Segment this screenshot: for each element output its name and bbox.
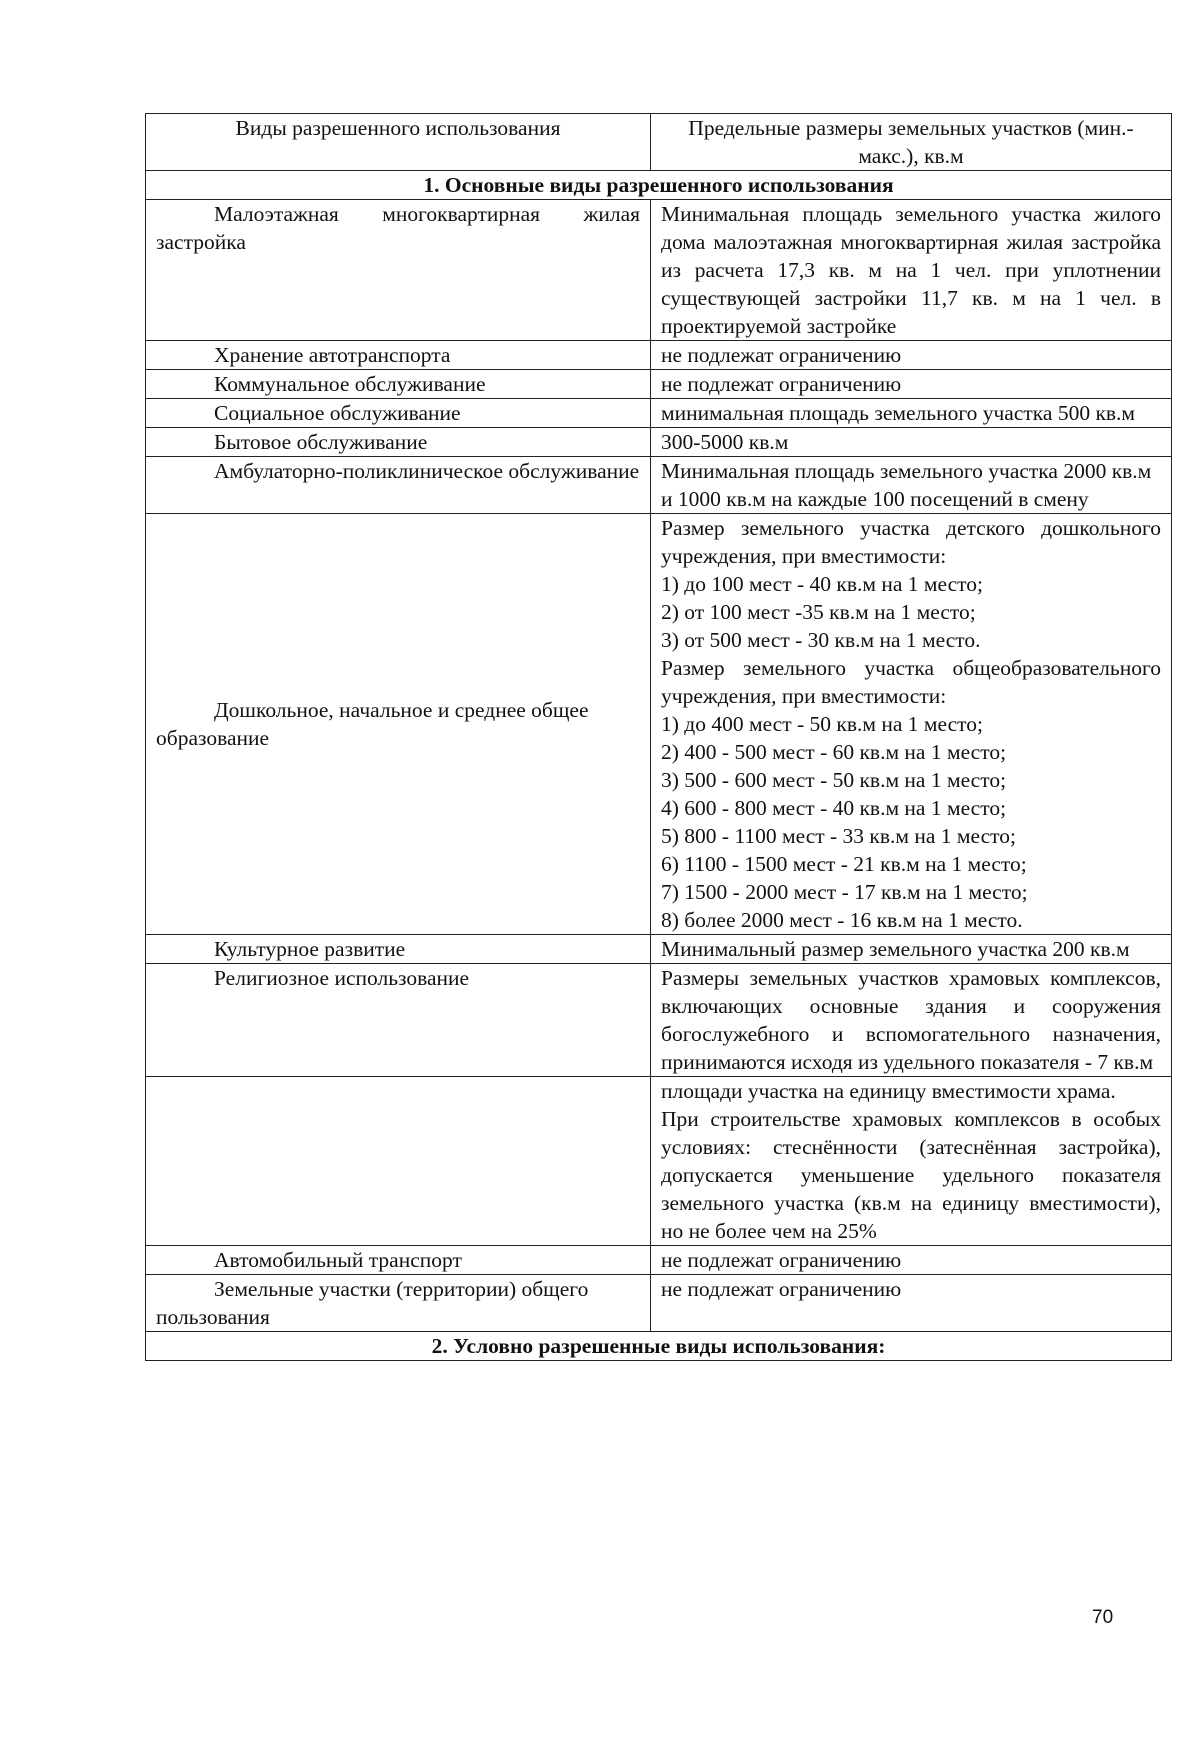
use-type-cell: Культурное развитие — [146, 935, 651, 964]
use-type-cell: Малоэтажная многоквартирная жилая застройка — [146, 200, 651, 341]
use-type-cell: Дошкольное, начальное и среднее общее образование — [146, 514, 651, 935]
section-heading-row — [146, 171, 1172, 200]
limit-cell: минимальная площадь земельного участка 500 кв.м — [651, 399, 1172, 428]
list-item: 1) до 400 мест - 50 кв.м на 1 место; — [661, 712, 983, 736]
table-row-religion — [146, 964, 1172, 1077]
table-row — [146, 428, 1172, 457]
use-type-cell: Коммунальное обслуживание — [146, 370, 651, 399]
table-row-education — [146, 514, 1172, 935]
table-row-religion-continued — [146, 1077, 1172, 1246]
table-row — [146, 1246, 1172, 1275]
use-type-cell: Автомобильный транспорт — [146, 1246, 651, 1275]
preschool-intro: Размер земельного участка детского дошкольного учреждения, при вместимости: — [661, 516, 1161, 568]
use-type-cell: Хранение автотранспорта — [146, 341, 651, 370]
table-row — [146, 399, 1172, 428]
list-item: 1) до 100 мест - 40 кв.м на 1 место; — [661, 572, 983, 596]
list-item: 4) 600 - 800 мест - 40 кв.м на 1 место; — [661, 796, 1007, 820]
limit-cell-education — [651, 514, 1172, 935]
table-row — [146, 370, 1172, 399]
use-type-cell: Амбулаторно-поликлиническое обслуживание — [146, 457, 651, 514]
limit-cell: не подлежат ограничению — [651, 1246, 1172, 1275]
limit-cell: 300-5000 кв.м — [651, 428, 1172, 457]
limit-cell — [651, 1077, 1172, 1246]
list-item: 5) 800 - 1100 мест - 33 кв.м на 1 место; — [661, 824, 1016, 848]
list-item: 2) 400 - 500 мест - 60 кв.м на 1 место; — [661, 740, 1007, 764]
table-row — [146, 935, 1172, 964]
table-row — [146, 200, 1172, 341]
table-row — [146, 457, 1172, 514]
use-type-cell: Социальное обслуживание — [146, 399, 651, 428]
table-row — [146, 1275, 1172, 1332]
list-item: 6) 1100 - 1500 мест - 21 кв.м на 1 место; — [661, 852, 1027, 876]
limit-cell: Минимальная площадь земельного участка жилого дома малоэтажная многоквартирная жилая застройка из расчета 17,3 кв. м на 1 чел. при уплотнении существующей застройки 11,7 кв. м на 1 чел. в проектируемой застройке — [651, 200, 1172, 341]
limit-cell: не подлежат ограничению — [651, 341, 1172, 370]
list-item: 8) более 2000 мест - 16 кв.м на 1 место. — [661, 908, 1023, 932]
religion-limit-continued: площади участка на единицу вместимости храма. — [661, 1079, 1116, 1103]
school-intro: Размер земельного участка общеобразовательного учреждения, при вместимости: — [661, 656, 1161, 708]
table-row — [146, 341, 1172, 370]
use-type-cell: Религиозное использование — [146, 964, 651, 1077]
list-item: 3) 500 - 600 мест - 50 кв.м на 1 место; — [661, 768, 1007, 792]
limit-cell: Размеры земельных участков храмовых комплексов, включающих основные здания и сооружения богослужебного и вспомогательного назначения, принимаются исходя из удельного показателя - 7 кв.м — [651, 964, 1172, 1077]
table-header-row — [146, 114, 1172, 171]
limit-cell: не подлежат ограничению — [651, 1275, 1172, 1332]
limit-cell: не подлежат ограничению — [651, 370, 1172, 399]
limit-cell: Минимальный размер земельного участка 200 кв.м — [651, 935, 1172, 964]
use-type-cell: Бытовое обслуживание — [146, 428, 651, 457]
limit-cell: Минимальная площадь земельного участка 2000 кв.м и 1000 кв.м на каждые 100 посещений в смену — [651, 457, 1172, 514]
religion-limit-note: При строительстве храмовых комплексов в особых условиях: стеснённости (затеснённая застройка), допускается уменьшение удельного показателя земельного участка (кв.м на единицу вместимости), но не более чем на 25% — [661, 1107, 1161, 1243]
section-1-heading: 1. Основные виды разрешенного использования — [146, 171, 1172, 200]
empty-cell — [146, 1077, 651, 1246]
header-plot-size-limits: Предельные размеры земельных участков (мин.-макс.), кв.м — [651, 114, 1172, 171]
land-use-table — [145, 113, 1172, 1361]
header-use-type: Виды разрешенного использования — [146, 114, 651, 171]
page-number: 70 — [1092, 1607, 1114, 1628]
use-type-cell: Земельные участки (территории) общего пользования — [146, 1275, 651, 1332]
list-item: 2) от 100 мест -35 кв.м на 1 место; — [661, 600, 976, 624]
section-heading-row — [146, 1332, 1172, 1361]
section-2-heading: 2. Условно разрешенные виды использования: — [146, 1332, 1172, 1361]
list-item: 7) 1500 - 2000 мест - 17 кв.м на 1 место; — [661, 880, 1028, 904]
list-item: 3) от 500 мест - 30 кв.м на 1 место. — [661, 628, 981, 652]
